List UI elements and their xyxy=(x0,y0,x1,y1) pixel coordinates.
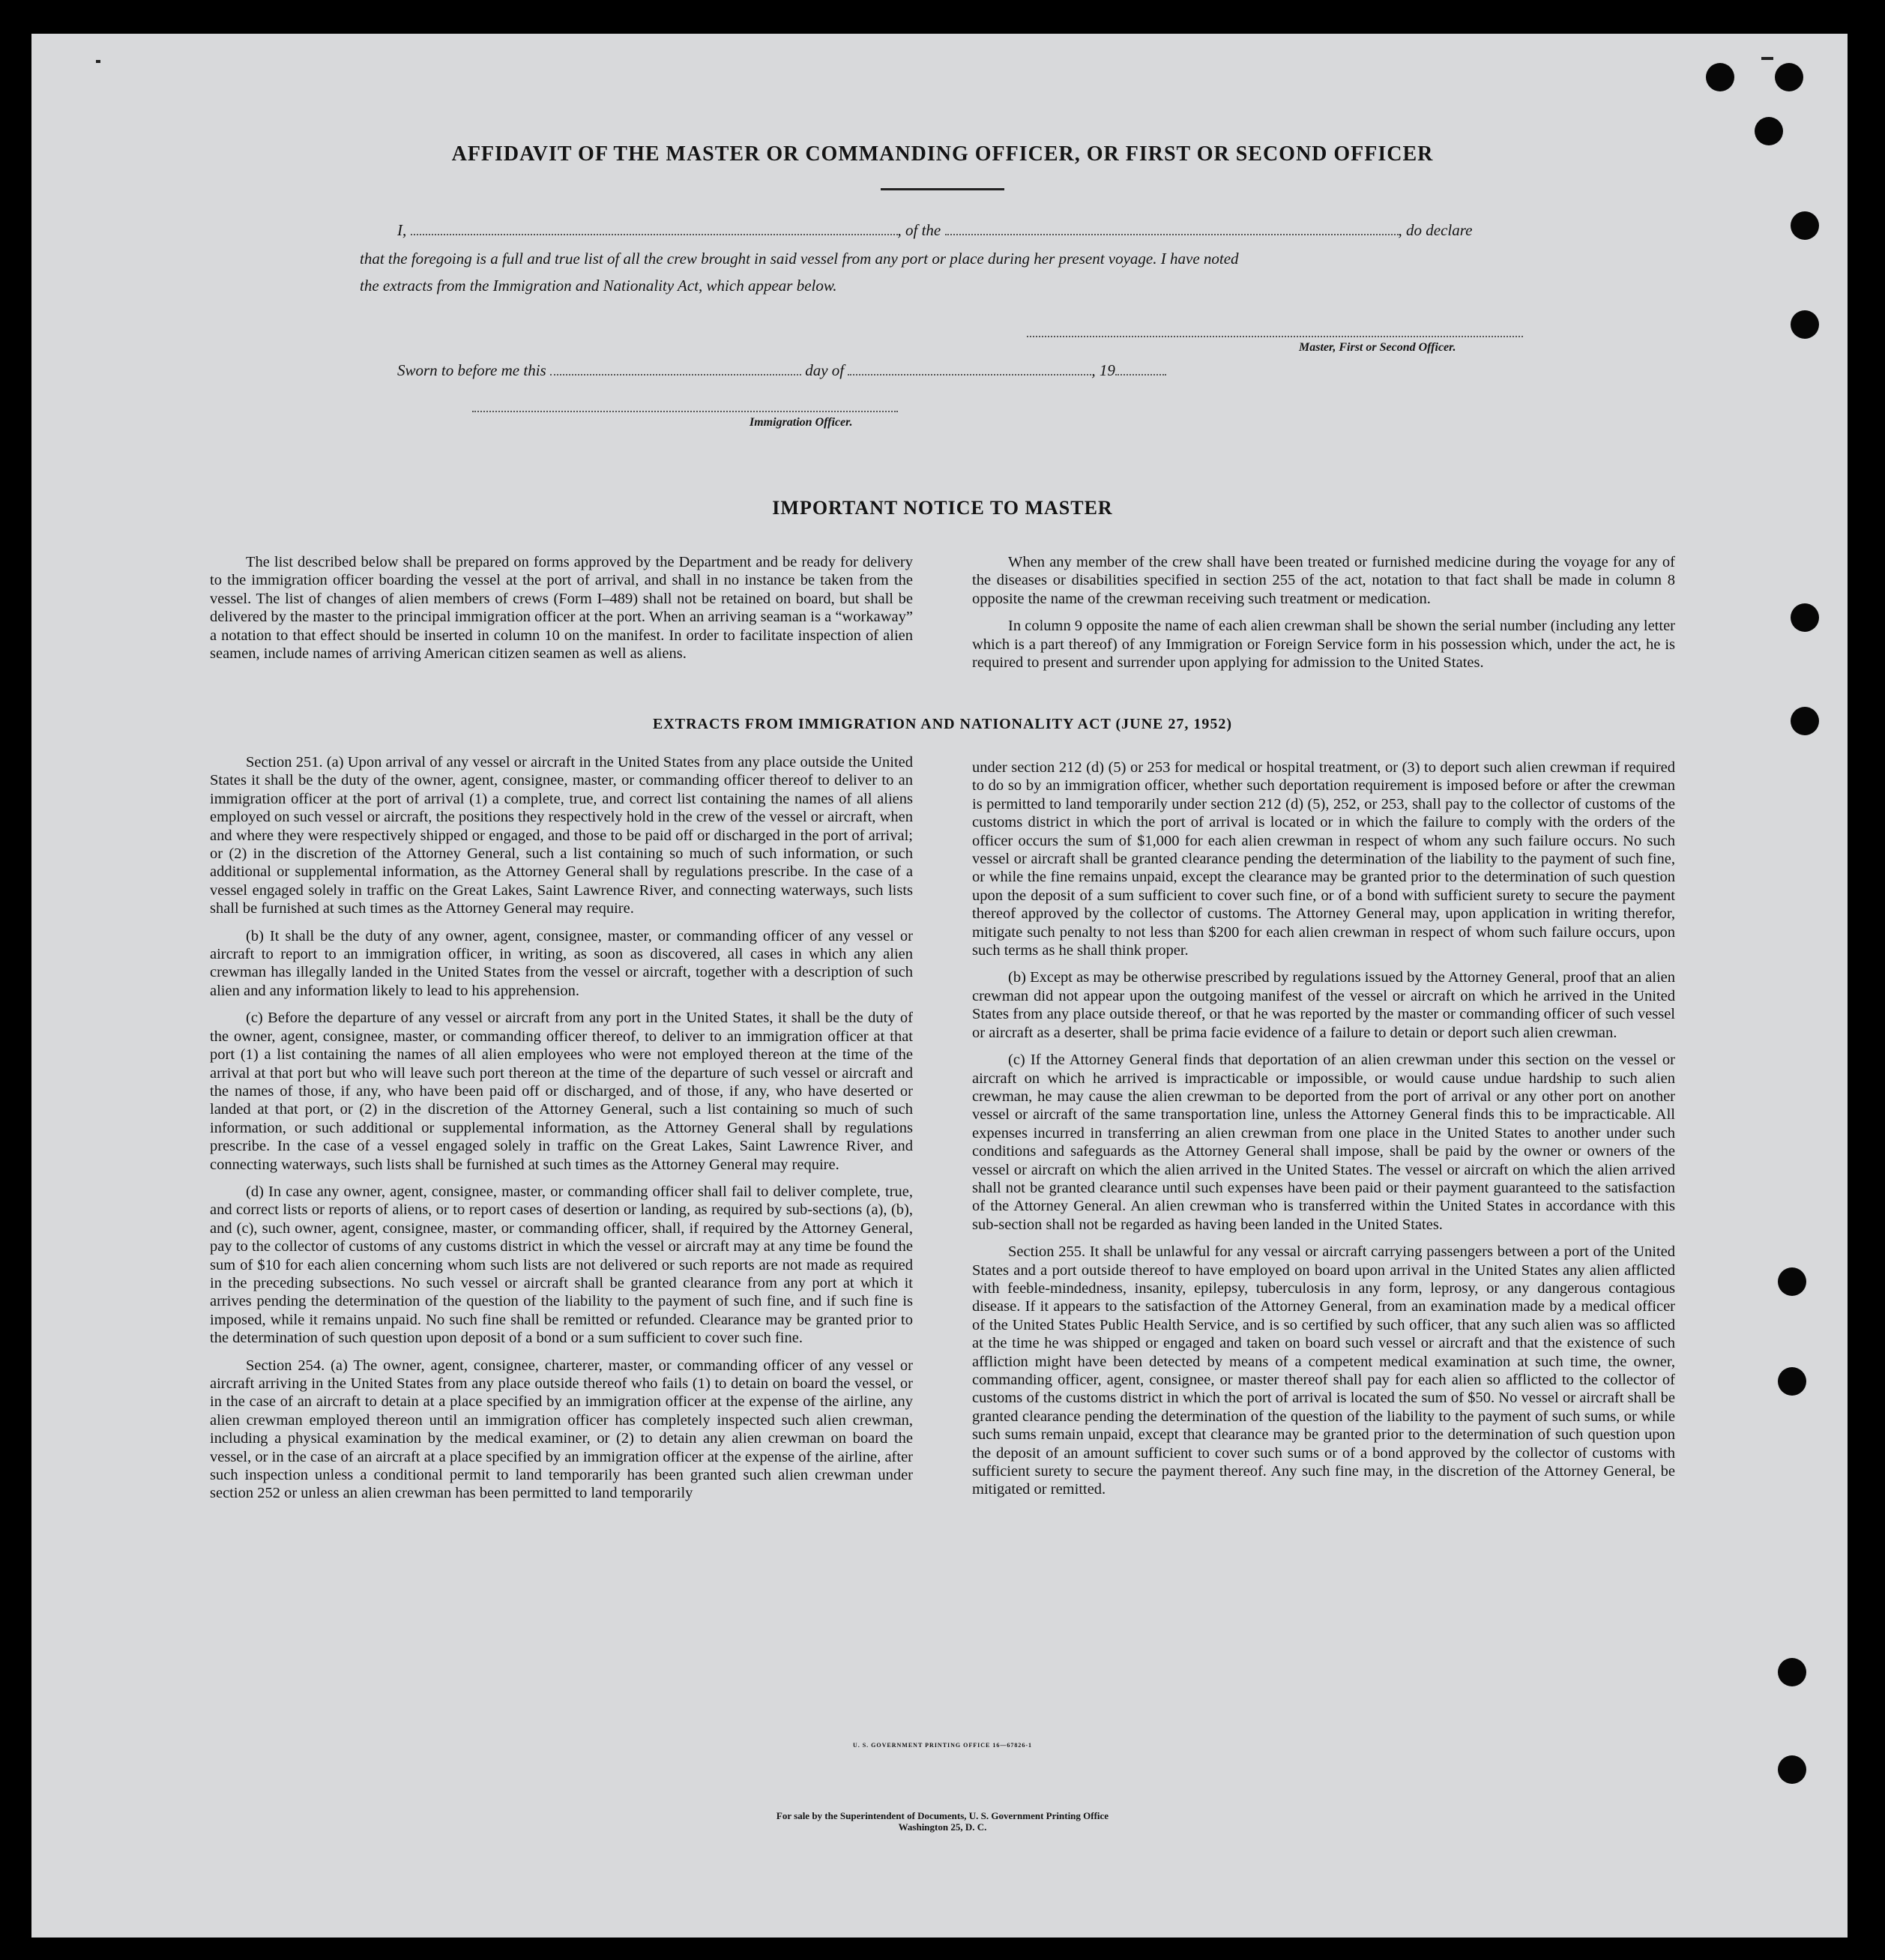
year-label: , 19 xyxy=(1091,361,1115,379)
sworn-line xyxy=(397,361,1166,380)
punch-hole xyxy=(1706,63,1734,91)
sale-notice-line: Washington 25, D. C. xyxy=(898,1821,987,1833)
master-signature-caption: Master, First or Second Officer. xyxy=(1299,341,1456,354)
day-of-label: day of xyxy=(805,361,845,379)
statute-paragraph: (d) In case any owner, agent, consignee, master, or commanding officer shall fail to deliver complete, true, and correct lists or reports of aliens, or to report cases of desertion or landing, as required by sub-sections (a), (b), and (c), such owner, agent, consignee, master, or commanding officer, shall, if required by the Attorney General, pay to the collector of customs of any customs district in which the vessel or aircraft may at any time be found the sum of $10 for each alien concerning whom such lists are not delivered or such reports are not made as required in the preceding subsections. No such vessel or aircraft shall be granted clearance from any port at which it arrives pending the determination of the question of the liability to the payment of such fine, and if such fine is imposed, while it remains unpaid. No such fine shall be remitted or refunded. Clearance may be granted prior to the determination of such question upon deposit of a bond or a sum sufficient to cover such fine. xyxy=(210,1183,913,1347)
officer-name-field[interactable] xyxy=(411,233,898,235)
notice-paragraph: When any member of the crew shall have been treated or furnished medicine during the voyage for any of the diseases or disabilities specified in section 255 of the act, notation to that fact shall be made in column 8 opposite the name of the crewman receiving such treatment or medication. xyxy=(972,554,1675,607)
statute-paragraph: Section 251. (a) Upon arrival of any vessel or aircraft in the United States from any place outside the United States it shall be the duty of the owner, agent, consignee, master, or commanding officer thereof to deliver to an immigration officer at the port of arrival (1) a complete, true, and correct list containing the names of all aliens employed on such vessel or aircraft, the positions they respectively hold in the crew of the vessel or aircraft, when and where they were respectively shipped or engaged, and those to be paid off or discharged in the port of arrival; or (2) in the discretion of the Attorney General, such a list containing so much of such information, or such additional or supplemental information, as the Attorney General shall by regulations prescribe. In the case of a vessel engaged solely in traffic on the Great Lakes, Saint Lawrence River, and connecting waterways, such lists shall be furnished at such times as the Attorney General may require. xyxy=(210,754,913,917)
sworn-month-field[interactable] xyxy=(848,373,1091,376)
printing-office-imprint: U. S. GOVERNMENT PRINTING OFFICE 16—67826-1 xyxy=(852,1742,1033,1749)
immigration-officer-caption: Immigration Officer. xyxy=(750,416,853,429)
punch-hole xyxy=(1775,63,1803,91)
notice-left-column xyxy=(210,553,913,672)
punch-hole xyxy=(1791,603,1819,632)
notice-paragraph: The list described below shall be prepared on forms approved by the Department and be ready for delivery to the immigration officer boarding the vessel at the port of arrival, and shall in no instance be taken from the vessel. The list of changes of alien members of crews (Form I–489) shall not be retained on board, but shall be delivered by the master to the principal immigration officer at the port. When an arriving seaman is a “workaway” a notation to that effect should be inserted in column 10 on the manifest. In order to facilitate inspection of alien seamen, include names of arriving American citizen seamen as well as aliens. xyxy=(210,554,913,663)
statute-paragraph: Section 254. (a) The owner, agent, consignee, charterer, master, or commanding officer of any vessel or aircraft arriving in the United States from any place outside thereof who fails (1) to detain on board the vessel, or in the case of an aircraft to detain at a place specified by an immigration officer at the expense of the airline, any alien crewman employed thereon until an immigration officer has completely inspected such alien crewman, including a physical examination by the medical examiner, or (2) to detain any alien crewman on board the vessel, or in the case of an aircraft at a place specified by an immigration officer at the expense of the airline, after such inspection unless a conditional permit to land temporarily has been granted such alien crewman under section 252 or unless an alien crewman has been permitted to land temporarily xyxy=(210,1357,913,1502)
title-rule xyxy=(881,188,1004,190)
statute-paragraph: under section 212 (d) (5) or 253 for medical or hospital treatment, or (3) to deport such alien crewman if required to do so by an immigration officer, whether such deportation requirement is imposed before or after the crewman is permitted to land temporarily under section 212 (d) (5), 252, or 253, shall pay to the collector of customs of the customs district in which the port of arrival is located or in which the failure to comply with the orders of the officer occurs the sum of $1,000 for each alien crewman in respect of whom any such failure occurs. No such vessel or aircraft shall be granted clearance pending the determination of the liability to the payment of such fine, or while the fine remains unpaid, except the clearance may be granted prior to the determination of such question upon the deposit of a sum sufficient to cover such fine, or of a bond with sufficient surety to secure the payment thereof approved by the collector of customs. The Attorney General may, upon application in writing therefor, mitigate such penalty to not less than $200 for each alien crewman in respect of whom such failure occurs, upon such terms as he shall think proper. xyxy=(972,759,1675,959)
punch-hole xyxy=(1778,1755,1806,1784)
punch-hole xyxy=(1778,1658,1806,1686)
extracts-left-column xyxy=(210,753,913,1512)
statute-paragraph: (b) Except as may be otherwise prescribed by regulations issued by the Attorney General, proof that an alien crewman did not appear upon the outgoing manifest of the vessel or aircraft on which he arrived in the United States from any place outside thereof, or that he was reported by the master or commanding officer of such vessel or aircraft as a deserter, shall be prima facie evidence of a failure to detain or deport such alien crewman. xyxy=(972,969,1675,1041)
notice-title: IMPORTANT NOTICE TO MASTER xyxy=(772,497,1113,519)
sale-notice xyxy=(0,1810,1885,1833)
i-prefix: I, xyxy=(397,221,407,239)
punch-hole xyxy=(1778,1267,1806,1296)
sworn-day-field[interactable] xyxy=(550,373,801,376)
declaration-line-1: that the foregoing is a full and true list of all the crew brought in said vessel from any port or place during her present voyage. I have noted xyxy=(360,250,1239,268)
immigration-officer-signature-field[interactable] xyxy=(472,411,898,412)
vessel-name-field[interactable] xyxy=(945,233,1399,235)
statute-paragraph: (c) If the Attorney General finds that deportation of an alien crewman under this section on the vessel or aircraft on which he arrived is impracticable or impossible, or would cause undue hardship to such alien crewman, he may cause the alien crewman to be deported from the port of arrival or any other port on another vessel or aircraft of the same transportation line, unless the Attorney General finds this to be impracticable. All expenses incurred in transferring an alien crewman from one place in the United States to another under such conditions and safeguards as the Attorney General shall impose, shall be paid by the owner or owners of the vessel or aircraft on which the alien arrived in the United States. The vessel or aircraft on which the alien arrived shall not be granted clearance until such expenses have been paid or their payment guaranteed to the satisfaction of the Attorney General. An alien crewman who is transferred within the United States in accordance with this sub-section shall not be regarded as having been landed in the United States. xyxy=(972,1052,1675,1233)
extracts-title: EXTRACTS FROM IMMIGRATION AND NATIONALITY ACT (JUNE 27, 1952) xyxy=(652,716,1233,732)
sworn-label: Sworn to before me this xyxy=(397,361,546,379)
notice-right-column xyxy=(972,553,1675,681)
declaration-name-line xyxy=(397,221,1472,240)
punch-hole xyxy=(1791,310,1819,339)
extracts-right-column xyxy=(972,759,1675,1508)
declaration-line-2: the extracts from the Immigration and Nationality Act, which appear below. xyxy=(360,277,837,295)
statute-paragraph: (b) It shall be the duty of any owner, agent, consignee, master, or commanding officer of any vessel or aircraft to report to an immigration officer, in writing, as soon as discovered, all cases in which any alien crewman has illegally landed in the United States from the vessel or aircraft, together with a description of such alien and any information likely to lead to his apprehension. xyxy=(210,927,913,999)
notice-paragraph: In column 9 opposite the name of each alien crewman shall be shown the serial number (including any letter which is a part thereof) of any Immigration or Foreign Service form in his possession which, under the act, he is required to present and surrender upon applying for admission to the United States. xyxy=(972,618,1675,672)
statute-paragraph: Section 255. It shall be unlawful for any vessal or aircraft carrying passengers between a port of the United States and a port outside thereof to have employed on board upon arrival in the United States any alien afflicted with feeble-mindedness, insanity, epilepsy, tuberculosis in any form, leprosy, or any dangerous contagious disease. If it appears to the satisfaction of the Attorney General, from an examination made by a medical officer of the United States Public Health Service, and is so certified by such officer, that any such alien was so afflicted at the time he was shipped or engaged and taken on board such vessel or aircraft and that the existence of such affliction might have been detected by means of a competent medical examination at such time, the owner, commanding officer, agent, consignee, or master thereof shall pay for each alien so afflicted to the collector of customs of the customs district in which the port of arrival is located the sum of $50. No vessel or aircraft shall be granted clearance pending the determination of the question of the liability to the payment of such sums, or while such sums remain unpaid, except that clearance may be granted prior to the determination of such question upon the deposit of an amount sufficient to cover such sums or of a bond approved by the collector of customs with sufficient surety to secure the payment thereof. Any such fine may, in the discretion of the Attorney General, be mitigated or remitted. xyxy=(972,1243,1675,1498)
sale-notice-line: For sale by the Superintendent of Documents, U. S. Government Printing Office xyxy=(776,1810,1109,1821)
scan-mark xyxy=(96,60,100,63)
punch-hole xyxy=(1755,117,1783,145)
punch-hole xyxy=(1791,211,1819,240)
scan-mark xyxy=(1761,57,1773,60)
of-the-label: , of the xyxy=(897,221,941,239)
sworn-year-field[interactable] xyxy=(1115,373,1166,376)
statute-paragraph: (c) Before the departure of any vessel or aircraft from any port in the United States, it shall be the duty of the owner, agent, consignee, master, or commanding officer thereof, to deliver to an immigration officer at that port (1) a list containing the names of all alien employees who were not employed thereon at the time of the arrival at that port but who will leave such port thereon at the time of the departure of such vessel or aircraft and the names of those, if any, who have been paid off or discharged, and of those, if any, who have deserted or landed at that port, or (2) in the discretion of the Attorney General, such a list containing so much of such information, or such additional or supplemental information, as the Attorney General shall by regulations prescribe. In the case of a vessel engaged solely in traffic on the Great Lakes, Saint Lawrence River, and connecting waterways, such lists shall be furnished at such times as the Attorney General may require. xyxy=(210,1010,913,1173)
punch-hole xyxy=(1778,1367,1806,1396)
master-signature-field[interactable] xyxy=(1027,336,1523,337)
do-declare-label: , do declare xyxy=(1398,221,1473,239)
affidavit-title: AFFIDAVIT OF THE MASTER OR COMMANDING OFFICER, OR FIRST OR SECOND OFFICER xyxy=(451,142,1434,166)
